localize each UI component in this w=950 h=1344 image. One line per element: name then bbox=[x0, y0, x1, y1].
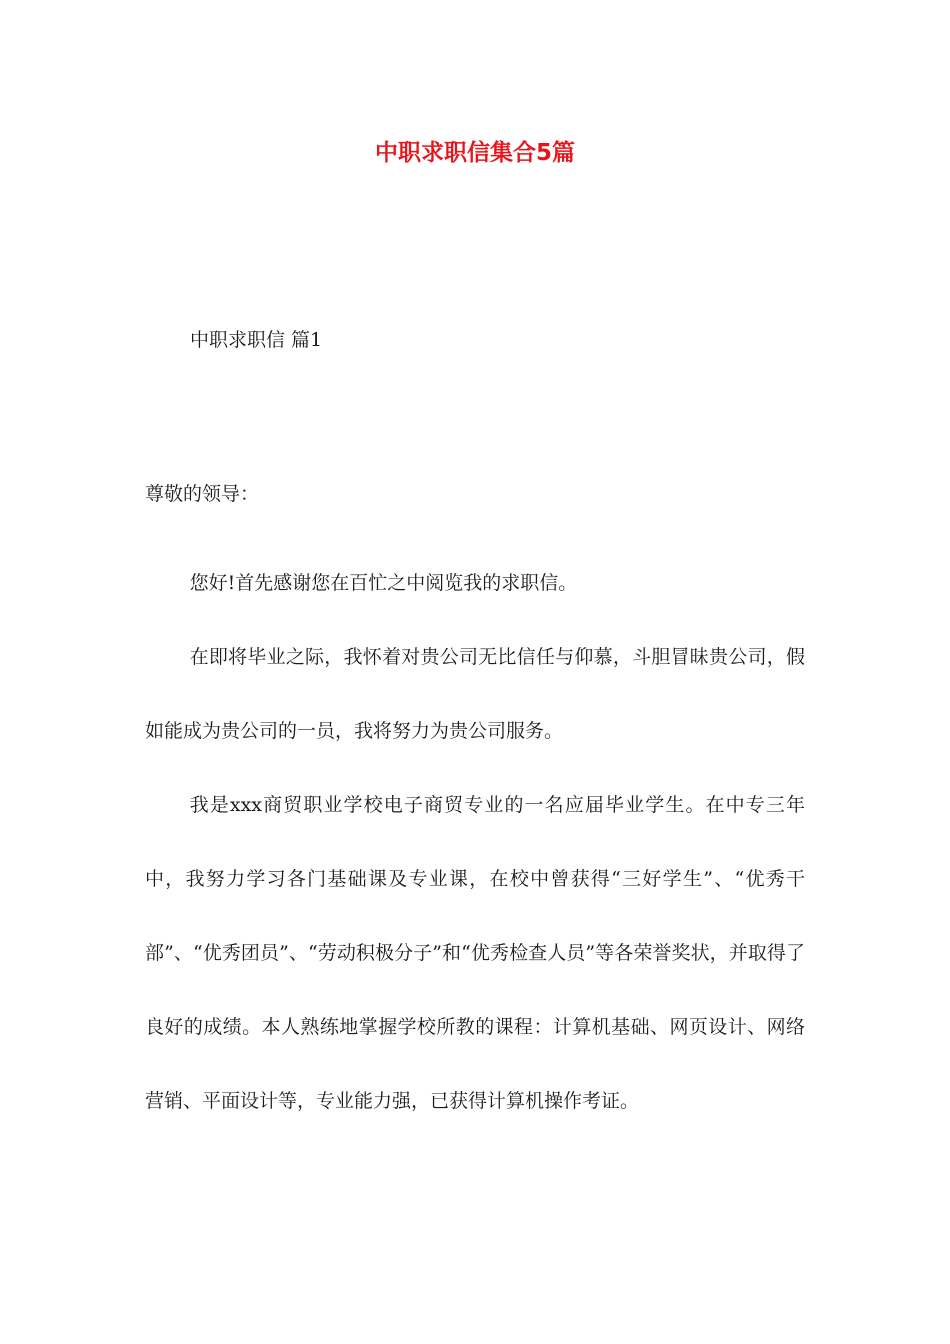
paragraph-greeting: 您好!首先感谢您在百忙之中阅览我的求职信。 bbox=[189, 572, 578, 594]
paragraph-intent: 在即将毕业之际，我怀着对贵公司无比信任与仰慕，斗胆冒昧贵公司，假如能成为贵公司的一员，我将努力为贵公司服务。 bbox=[145, 646, 805, 742]
paragraph-background: 我是xxx商贸职业学校电子商贸专业的一名应届毕业学生。在中专三年中，我努力学习各门基础课及专业课，在校中曾获得“三好学生”、“优秀干部”、“优秀团员”、“劳动积极分子”和“优秀检查人员”等各荣誉奖状，并取得了良好的成绩。本人熟练地掌握学校所教的课程：计算机基础、网页设计、网络营销、平面设计等，专业能力强，已获得计算机操作考证。 bbox=[145, 794, 805, 1112]
document-title: 中职求职信集合5篇 bbox=[374, 140, 575, 166]
section-heading: 中职求职信 篇1 bbox=[190, 329, 323, 351]
letter-body bbox=[145, 546, 805, 1138]
salutation: 尊敬的领导： bbox=[145, 483, 260, 505]
